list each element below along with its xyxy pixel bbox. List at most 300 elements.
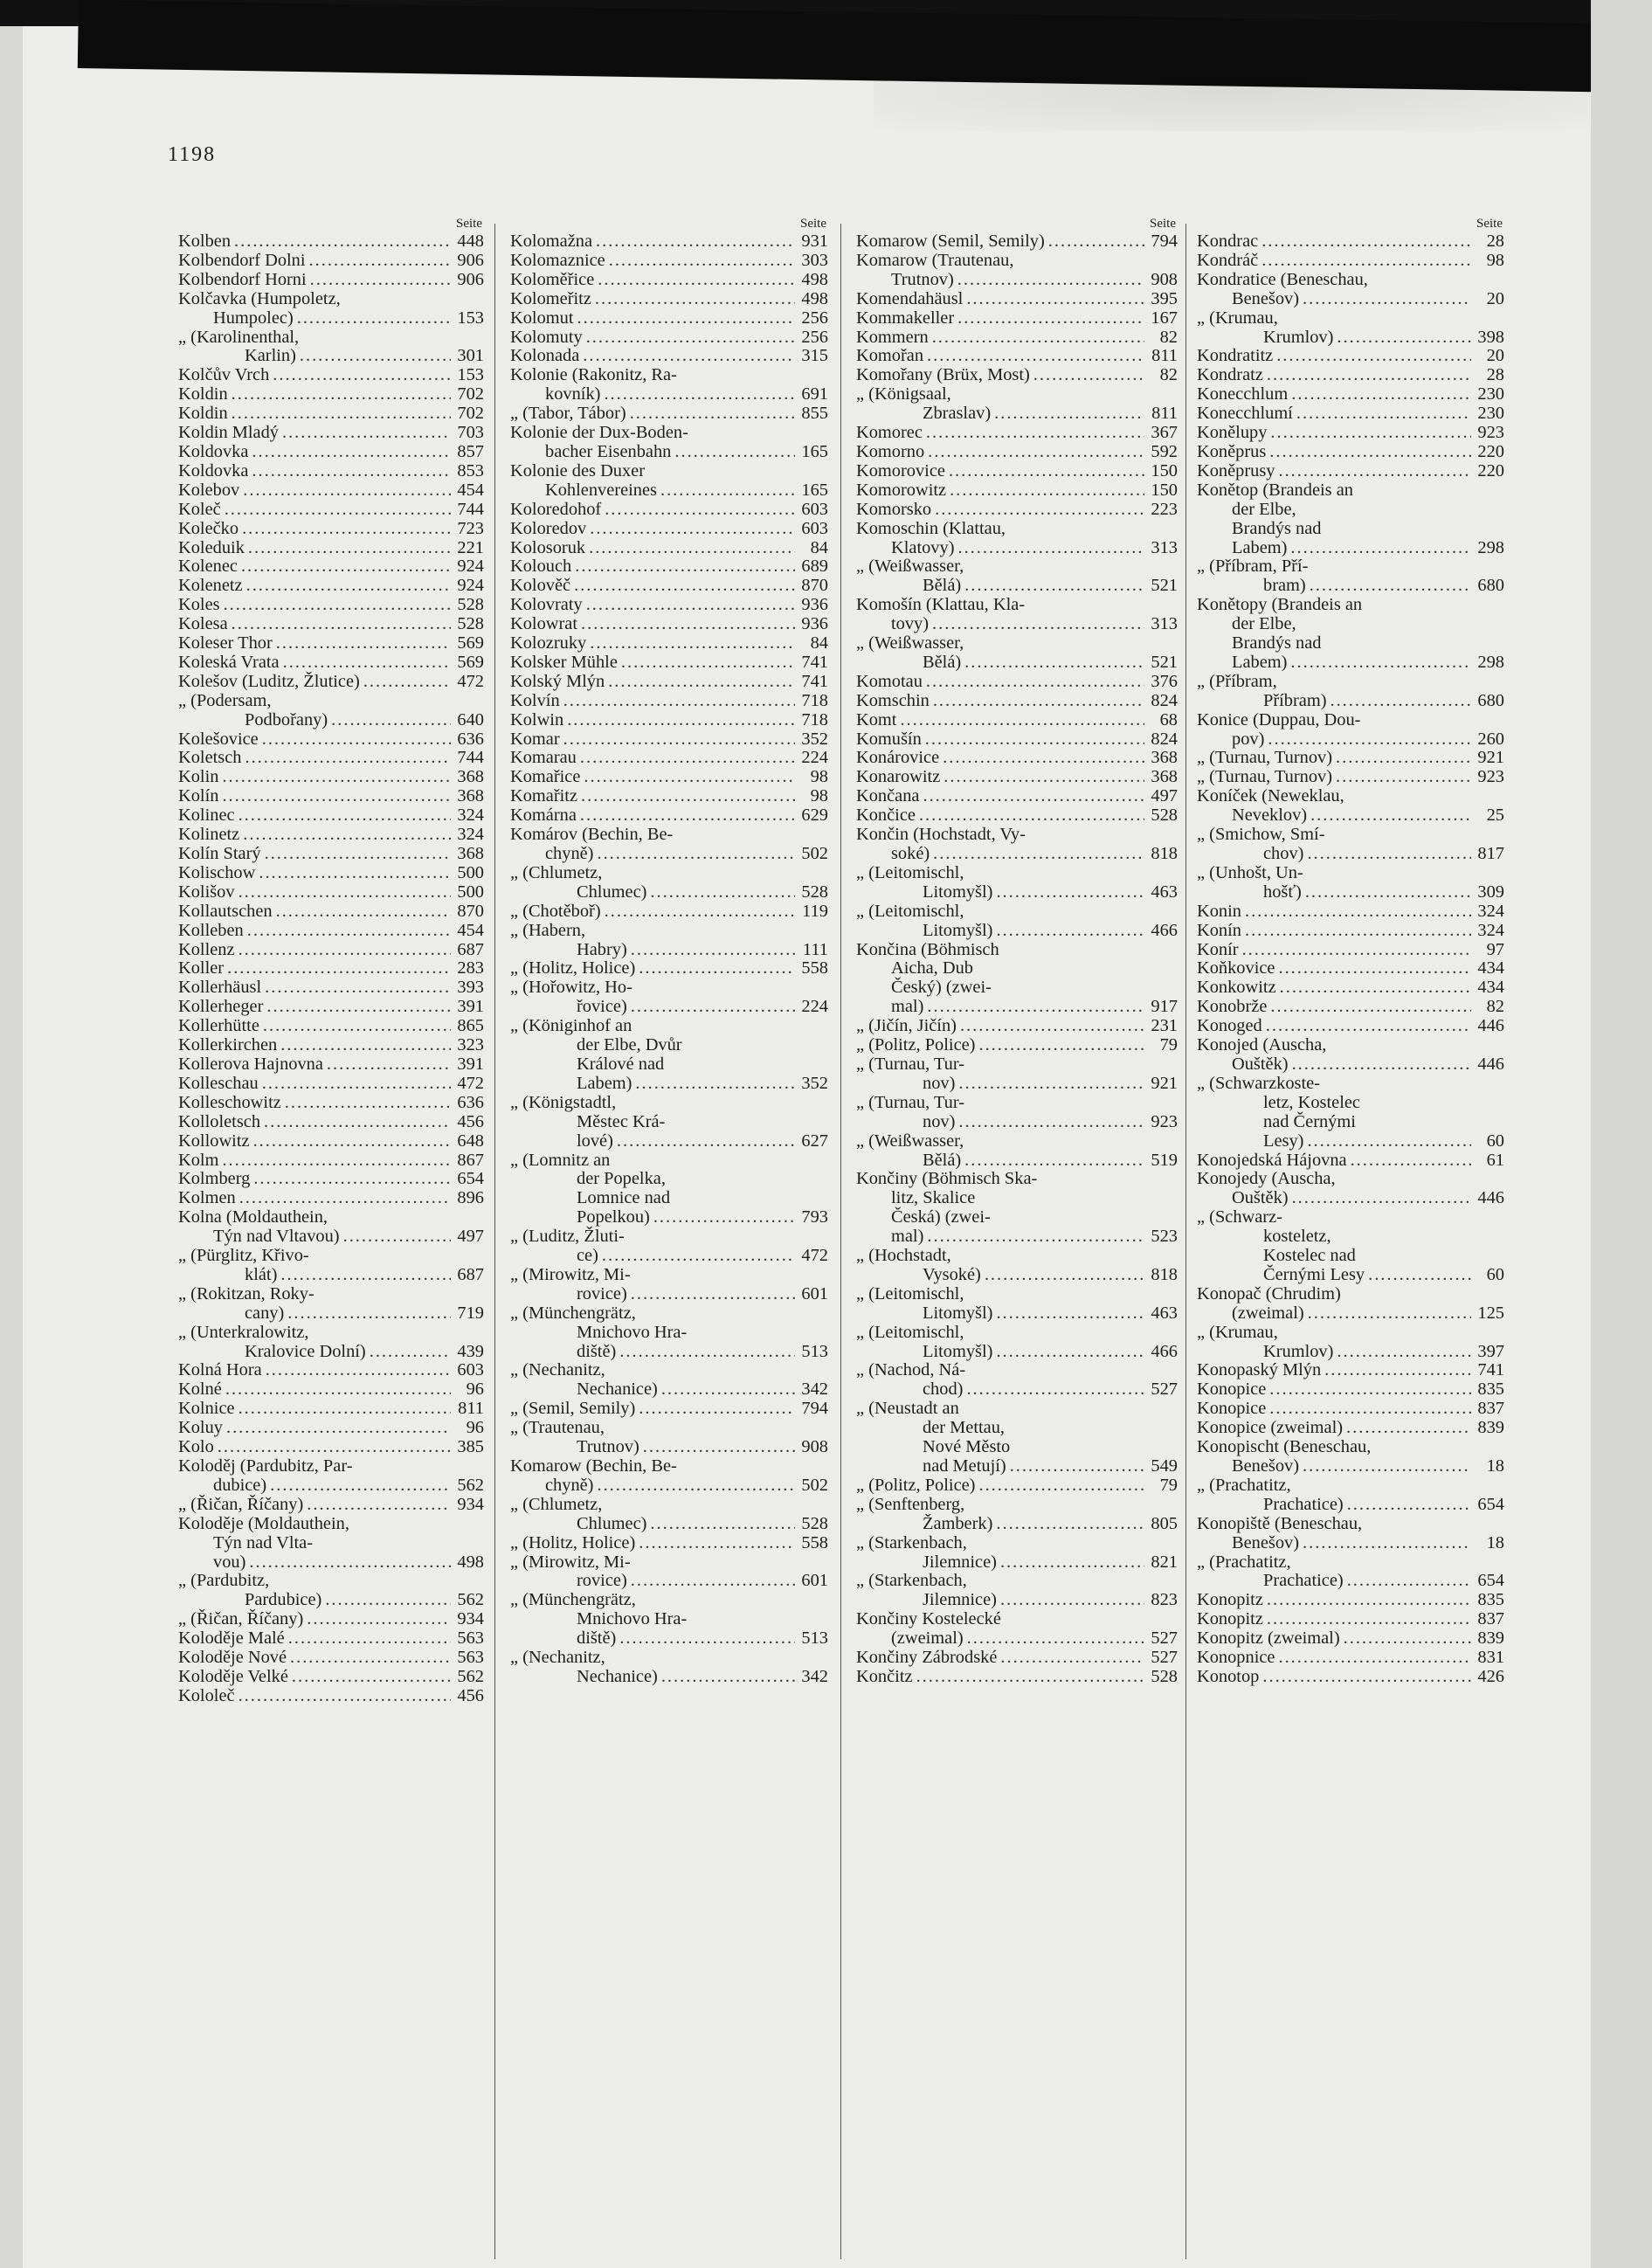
entry-line [856,424,1178,443]
place-name: Kolonie des Duxer [510,460,646,481]
entry-line [510,1075,828,1094]
page-reference: 923 [1151,1111,1178,1131]
entry-line [856,405,1178,424]
page-reference: 528 [1151,1666,1178,1686]
index-entry [1197,673,1504,711]
index-entry [856,941,1178,1018]
dot-leader [1324,1361,1471,1380]
dot-leader [288,1629,451,1649]
dot-leader [581,615,795,634]
index-entry [1197,1324,1504,1362]
place-name: Bělá) [923,576,962,596]
entry-line [178,1304,484,1324]
page-reference: 867 [457,1150,484,1170]
entry-line [1197,539,1504,558]
ditto-entry-name: „ (Königinhof an [510,1016,632,1036]
entry-line [1197,1438,1504,1457]
ditto-entry-name: „ (Turnau, Tur- [856,1054,965,1074]
place-name: Komořan [856,346,924,366]
place-name: kosteletz, [1263,1227,1331,1247]
dot-leader [950,481,1144,501]
page-reference: 324 [1477,901,1504,921]
place-name: Komorno [856,441,925,461]
dot-leader [1347,1572,1471,1591]
index-entry [510,653,828,673]
dot-leader [1305,883,1471,902]
place-name: Kolischow [178,862,256,882]
page-reference: 125 [1477,1303,1504,1323]
place-name: Vysoké) [923,1264,981,1284]
entry-line [178,424,484,443]
dot-leader [619,1629,795,1649]
entry-line [856,1036,1178,1055]
entry-line [1197,1227,1504,1247]
seite-header: Seite [456,217,482,231]
entry-line [1197,978,1504,998]
page-reference: 936 [801,595,828,615]
page-reference: 835 [1477,1379,1504,1400]
page-reference: 923 [1477,423,1504,443]
place-name: Koloredohof [510,499,602,519]
index-entry [178,1055,484,1075]
page-reference: 811 [458,1399,484,1419]
entry-line [178,749,484,768]
dot-leader [225,1380,451,1400]
place-name: Komarau [510,748,577,768]
page-reference: 502 [801,1475,828,1495]
place-name: Koněprus [1197,441,1267,461]
dot-leader [631,1572,795,1591]
place-name: Městec Krá- [577,1111,666,1131]
dot-leader [932,328,1144,348]
place-name: Kolo [178,1437,214,1457]
index-entry [856,443,1178,462]
index-entry [178,1649,484,1668]
index-entry [510,1496,828,1534]
index-entry [178,1572,484,1610]
ditto-entry-name: „ (Příbram, [1197,671,1277,691]
dot-leader [925,730,1144,750]
page-reference: 368 [1151,748,1178,768]
entry-line [1197,1055,1504,1075]
place-name: kovník) [545,384,601,405]
page-reference: 472 [801,1246,828,1266]
entry-line [178,577,484,596]
entry-line [510,1055,828,1075]
page-reference: 691 [801,384,828,405]
place-name: Aicha, Dub [891,958,973,978]
place-name: Konopischt (Beneschau, [1197,1437,1372,1457]
index-entry [856,385,1178,424]
entry-line [510,1380,828,1400]
page-reference: 831 [1477,1648,1504,1668]
place-name: Konopitz [1197,1590,1263,1610]
ditto-entry-name: „ (Turnau, Tur- [856,1092,965,1112]
place-name: Kolleschowitz [178,1092,281,1112]
index-entry [178,1380,484,1400]
index-entry [178,1457,484,1496]
dot-leader [234,232,451,252]
page-reference: 906 [457,250,484,270]
entry-line [856,462,1178,481]
place-name: Kollerheger [178,997,264,1017]
entry-line [178,1457,484,1476]
entry-line [178,1476,484,1496]
index-entry [1197,1515,1504,1553]
index-entry [856,462,1178,481]
index-entry [510,347,828,366]
dot-leader [1291,385,1471,405]
index-entry [178,501,484,520]
column-divider [494,224,495,2259]
entry-line [178,978,484,998]
dot-leader [932,615,1144,634]
index-entry [510,424,828,462]
place-name: Koldin [178,404,228,424]
entry-line [1197,405,1504,424]
dot-leader [280,1036,451,1055]
index-entry [510,768,828,787]
entry-line [856,941,1178,960]
entry-line [178,1361,484,1380]
entry-line [510,1151,828,1171]
index-entry [1197,1285,1504,1324]
page-reference: 466 [1151,920,1178,940]
entry-line [510,1438,828,1457]
page-reference: 376 [1151,671,1178,691]
index-entry [856,768,1178,787]
place-name: bram) [1263,576,1306,596]
page-reference: 28 [1486,232,1504,251]
entry-line [178,1017,484,1036]
index-entry [1197,1170,1504,1208]
place-name: Karlin) [245,346,296,366]
dot-leader [238,1400,451,1419]
entry-line [178,1055,484,1075]
page-reference: 654 [1477,1571,1504,1591]
index-entry [856,1361,1178,1400]
page-reference: 908 [1151,269,1178,289]
ditto-entry-name: „ (Mirowitz, Mi- [510,1264,631,1284]
place-name: Kolčův Vrch [178,365,270,385]
entry-line [510,692,828,711]
index-entry [510,806,828,826]
entry-line [178,1553,484,1573]
index-entry [1197,1208,1504,1285]
entry-line [178,692,484,711]
index-entry [1197,347,1504,366]
place-name: Komorovice [856,460,945,481]
dot-leader [239,1189,451,1208]
entry-line [178,1610,484,1629]
place-name: Jilemnice) [923,1552,997,1572]
place-name: Prachatice) [1263,1571,1344,1591]
page-reference: 680 [1477,576,1504,596]
place-name: Komschin [856,690,930,710]
dot-leader [631,998,795,1017]
place-name: Kollautschen [178,901,273,921]
entry-line [856,1094,1178,1113]
place-name: Litomyšl) [923,1303,993,1323]
page-reference: 220 [1477,460,1504,481]
index-entry [1197,232,1504,252]
page-reference: 260 [1477,729,1504,749]
ditto-entry-name: „ (Lomnitz an [510,1150,611,1170]
page-reference: 805 [1151,1513,1178,1533]
entry-line [178,1113,484,1132]
place-name: Koněprusy [1197,460,1275,481]
entry-line [1197,806,1504,826]
page-reference: 230 [1477,404,1504,424]
dot-leader [307,1610,451,1629]
dot-leader [619,1343,795,1362]
dot-leader [1261,232,1471,252]
entry-line [1197,596,1504,615]
place-name: Konoged [1197,1016,1262,1036]
ditto-entry-name: „ (Pürglitz, Křivo- [178,1246,309,1266]
dot-leader [266,998,451,1017]
ditto-entry-name: „ (Trautenau, [510,1418,605,1438]
dot-leader [935,501,1144,520]
index-entry [856,309,1178,328]
ditto-entry-name: „ (Karolinenthal, [178,327,300,347]
page-reference: 298 [1477,652,1504,672]
dot-leader [327,1055,451,1075]
dot-leader [1270,998,1471,1017]
place-name: Kolonie (Rakonitz, Ra- [510,365,677,385]
page-reference: 79 [1159,1035,1178,1055]
index-entry [856,481,1178,501]
place-name: Pardubice) [245,1590,322,1610]
index-entry [510,1457,828,1496]
entry-line [856,1476,1178,1496]
entry-line [1197,826,1504,845]
entry-line [856,749,1178,768]
place-name: Končitz [856,1666,913,1686]
entry-line [856,501,1178,520]
entry-line [510,1610,828,1629]
place-name: Podbořany) [245,709,328,729]
index-entry [856,1017,1178,1036]
entry-line [178,768,484,787]
entry-line [856,1113,1178,1132]
page-reference: 839 [1477,1418,1504,1438]
dot-leader [985,1266,1144,1285]
dot-leader [1242,941,1471,960]
entry-line [856,768,1178,787]
dot-leader [264,1113,451,1132]
index-entry [856,673,1178,692]
place-name: nov) [923,1111,956,1131]
page-reference: 98 [810,767,828,787]
dot-leader [1278,1649,1471,1668]
index-entry [178,366,484,385]
dot-leader [297,309,451,328]
index-entry [178,443,484,462]
entry-line [178,1380,484,1400]
place-name: Litomyšl) [923,920,993,940]
entry-line [1197,1247,1504,1266]
index-entry [510,1400,828,1419]
page-reference: 303 [801,250,828,270]
place-name: Kolm [178,1150,219,1170]
entry-line [510,1496,828,1515]
place-name: Benešov) [1232,1532,1300,1552]
place-name: Litomyšl) [923,882,993,902]
place-name: Nechanice) [577,1379,658,1400]
page-reference: 640 [457,709,484,729]
entry-line [856,787,1178,806]
entry-line [510,864,828,883]
page-reference: 934 [457,1494,484,1514]
dot-leader [923,787,1144,806]
page-reference: 313 [1151,537,1178,557]
dot-leader [1280,978,1471,998]
place-name: ce) [577,1246,598,1266]
place-name: Konopiště (Beneschau, [1197,1513,1363,1533]
entry-line [178,596,484,615]
dot-leader [1267,1610,1471,1629]
entry-line [1197,730,1504,750]
entry-line [1197,520,1504,539]
index-entry [1197,998,1504,1017]
place-name: Kolebov [178,480,240,500]
place-name: Týn nad Vlta- [213,1532,314,1552]
entry-line [856,577,1178,596]
entry-line [856,481,1178,501]
entry-line [178,252,484,271]
dot-leader [933,845,1144,864]
entry-line [1197,443,1504,462]
place-name: Konětop (Brandeis an [1197,480,1353,500]
entry-line [178,1419,484,1438]
entry-line [510,1534,828,1553]
index-entry [510,730,828,750]
entry-line [856,1668,1178,1687]
page-reference: 563 [457,1648,484,1668]
place-name: Koloděje Velké [178,1666,288,1686]
page-reference: 98 [1486,250,1504,270]
place-name: hošť) [1263,882,1302,902]
entry-line [1197,1017,1504,1036]
place-name: Komarow (Bechin, Be- [510,1456,677,1476]
index-entry [510,462,828,501]
entry-line [510,883,828,902]
index-entry [178,1361,484,1380]
entry-line [510,290,828,309]
place-name: litz, Skalice [891,1188,976,1208]
page-reference: 397 [1477,1341,1504,1361]
entry-line [856,1457,1178,1476]
dot-leader [232,405,451,424]
dot-leader [577,309,795,328]
place-name: pov) [1232,729,1265,749]
page-reference: 111 [802,939,828,959]
place-name: Nové Město [923,1437,1011,1457]
dot-leader [238,883,451,902]
dot-leader [581,787,795,806]
entry-line [178,520,484,539]
index-entry [178,1324,484,1362]
ditto-entry-name: „ (Krumau, [1197,308,1278,328]
index-entry [510,1419,828,1457]
entry-line [856,634,1178,653]
dot-leader [1276,347,1471,366]
ditto-entry-name: „ (Turnau, Turnov) [1197,767,1333,787]
ditto-entry-name: „ (Prachatitz, [1197,1552,1291,1572]
index-entry [510,309,828,328]
place-name: Kralovice Dolní) [245,1341,366,1361]
page-reference: 627 [801,1131,828,1151]
dot-leader [222,768,451,787]
index-entry [178,883,484,902]
index-entry [178,768,484,787]
page-reference: 562 [457,1590,484,1610]
dot-leader [1245,922,1471,941]
index-entry [510,271,828,290]
index-entry [178,1438,484,1457]
dot-leader [639,959,795,978]
page-reference: 256 [801,308,828,328]
page-reference: 924 [457,576,484,596]
index-entry [1197,1361,1504,1380]
page-reference: 744 [457,748,484,768]
dot-leader [1290,539,1471,558]
place-name: Český) (zwei- [891,978,992,998]
index-entry [510,577,828,596]
entry-line [510,1266,828,1285]
place-name: Konojed (Auscha, [1197,1035,1327,1055]
entry-line [510,902,828,922]
index-entry [856,1534,1178,1573]
page-reference: 472 [457,671,484,691]
dot-leader [1296,405,1471,424]
entry-line [856,673,1178,692]
dot-leader [949,462,1144,481]
dot-leader [1269,1400,1471,1419]
page-reference: 446 [1477,1188,1504,1208]
dot-leader [307,1496,451,1515]
index-entry [856,1668,1178,1687]
page-reference: 28 [1486,365,1504,385]
index-entry [1197,1419,1504,1438]
page-reference: 231 [1151,1016,1178,1036]
page-reference: 870 [801,576,828,596]
place-name: Koníček (Neweklau, [1197,786,1344,806]
page-reference: 558 [801,1532,828,1552]
entry-line [1197,1649,1504,1668]
dot-leader [996,1343,1144,1362]
entry-line [1197,1189,1504,1208]
dot-leader [590,634,795,653]
entry-line [856,692,1178,711]
entry-line [510,1094,828,1113]
place-name: Kolišov [178,882,235,902]
dot-leader [253,1170,451,1189]
index-entry [178,1017,484,1036]
index-entry [1197,1017,1504,1036]
ditto-entry-name: „ (Hořowitz, Ho- [510,978,632,998]
place-name: Komt [856,709,897,729]
dot-leader [944,768,1144,787]
page-reference: 230 [1477,384,1504,405]
entry-line [510,1649,828,1668]
page-reference: 426 [1477,1666,1504,1686]
place-name: chod) [923,1379,964,1400]
place-name: Kollerova Hajnovna [178,1054,323,1074]
page-reference: 153 [457,308,484,328]
index-entry [178,941,484,960]
